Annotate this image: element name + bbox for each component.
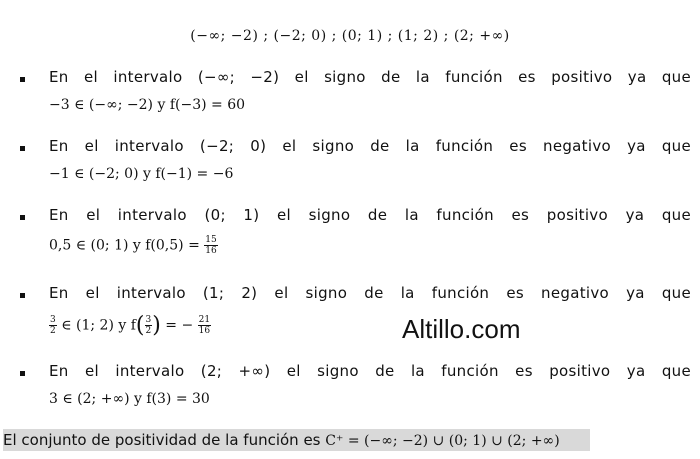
item-statement: En el intervalo (0; 1) el signo de la función es positivo ya que bbox=[49, 206, 691, 224]
item-math: $\frac{3}{2}$ ∈ (1; 2) y f( $\frac{3}{2}$ ) = − $\frac{21}{16}$ bbox=[50, 313, 211, 338]
conclusion bbox=[3, 429, 590, 451]
fraction-denominator: 16 bbox=[205, 246, 217, 256]
fraction bbox=[198, 315, 211, 336]
fraction bbox=[204, 235, 217, 256]
item-math: 3 ∈ (2; +∞) y f(3) = 30 bbox=[49, 391, 210, 407]
math-equals: = − bbox=[165, 317, 194, 334]
fraction-numerator: 15 bbox=[205, 235, 217, 245]
bullet-icon bbox=[20, 371, 25, 376]
item-statement: En el intervalo (−∞; −2) el signo de la función es positivo ya que bbox=[49, 68, 691, 86]
fraction-numerator: 3 bbox=[145, 315, 152, 325]
math-prefix: 0,5 ∈ (0; 1) y f(0,5) = bbox=[49, 237, 200, 254]
fraction-numerator: 3 bbox=[50, 315, 56, 325]
item-math: −3 ∈ (−∞; −2) y f(−3) = 60 bbox=[49, 97, 246, 113]
item-statement: En el intervalo (1; 2) el signo de la función es negativo ya que bbox=[49, 284, 691, 302]
conclusion-math: C⁺ = (−∞; −2) ∪ (0; 1) ∪ (2; +∞) bbox=[325, 433, 560, 449]
math-middle: ∈ (1; 2) y f bbox=[61, 317, 136, 334]
intervals-list: (−∞; −2) ; (−2; 0) ; (0; 1) ; (1; 2) ; (2; +∞) bbox=[190, 28, 510, 44]
bullet-icon bbox=[20, 77, 25, 82]
fraction-denominator: 2 bbox=[50, 326, 56, 336]
item-math bbox=[49, 235, 218, 256]
fraction bbox=[49, 315, 57, 336]
fraction-denominator: 16 bbox=[198, 326, 211, 336]
conclusion-text: El conjunto de positividad de la función es bbox=[3, 431, 326, 449]
item-statement: En el intervalo (2; +∞) el signo de la función es positivo ya que bbox=[49, 362, 691, 380]
fraction-numerator: 21 bbox=[198, 315, 211, 325]
bullet-icon bbox=[20, 293, 25, 298]
watermark-text: Altillo.com bbox=[402, 314, 521, 344]
bullet-icon bbox=[20, 215, 25, 220]
bullet-icon bbox=[20, 146, 25, 151]
fraction-denominator: 2 bbox=[145, 326, 152, 336]
item-math: −1 ∈ (−2; 0) y f(−1) = −6 bbox=[49, 166, 234, 182]
item-statement: En el intervalo (−2; 0) el signo de la función es negativo ya que bbox=[49, 137, 691, 155]
